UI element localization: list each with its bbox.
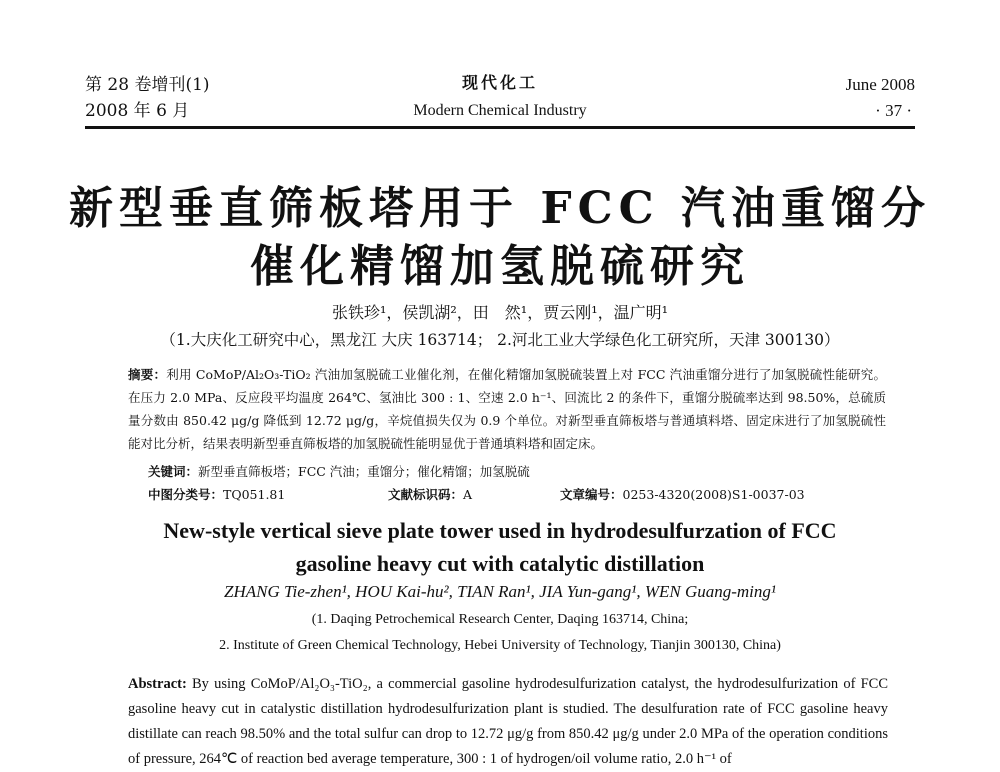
abstract-cn-text: 利用 CoMoP/Al₂O₃-TiO₂ 汽油加氢脱硫工业催化剂，在催化精馏加氢脱硫装置上对 FCC 汽油重馏分进行了加氢脱硫性能研究。在压力 2.0 MPa、反应段平均温度 264℃、氢油比 300 : 1、空速 2.0 h⁻¹、回流比 2 的条件下，重馏分脱硫率达到 98.50%，总硫质量分数由 850.42 μg/g 降低到 12.72 μg/g，辛烷值损失仅为 0.9 个单位。对新型垂直筛板塔与普通填料塔、固定床进行了加氢脱硫性能对比分析，结果表明新型垂直筛板塔的加氢脱硫性能明显优于普通填料塔和固定床。 bbox=[128, 367, 886, 451]
doc-code bbox=[388, 485, 472, 503]
title-en-line2: gasoline heavy cut with catalytic distillation bbox=[295, 551, 705, 576]
title-en-line1: New-style vertical sieve plate tower used in hydrodesulfurzation of FCC bbox=[163, 518, 837, 543]
journal-date-cn: 2008 年 6 月 bbox=[85, 101, 190, 121]
abstract-cn bbox=[128, 363, 886, 455]
clc-number bbox=[148, 485, 285, 503]
journal-name-en: Modern Chemical Industry bbox=[413, 102, 587, 119]
abstract-en-text: By using CoMoP/Al₂O₃-TiO₂, a commercial gasoline hydrodesulfurization catalyst, the hydrodesulfurization of FCC gasoline heavy cut in catalystic distillation hydrodesulfurization plant is studied. The desulfuration rate of FCC gasoline heavy distillate can reach 98.50% and the total sulfur can drop to 12.72 μg/g from 850.42 μg/g under 2.0 MPa of the operation conditions of pressure, 264℃ of reaction bed average temperature, 300 : 1 of hydrogen/oil volume ratio, 2.0 h⁻¹ of bbox=[128, 676, 889, 767]
doc-value: A bbox=[463, 487, 473, 502]
page-number: · 37 · bbox=[875, 101, 912, 120]
clc-label: 中图分类号： bbox=[148, 487, 224, 502]
affiliation-en-line2: 2. Institute of Green Chemical Technology, Hebei University of Technology, Tianjin 300130, China) bbox=[219, 638, 781, 653]
article-value: 0253-4320(2008)S1-0037-03 bbox=[622, 487, 805, 502]
article-number bbox=[560, 485, 805, 503]
authors-cn: 张铁珍¹，侯凯湖²，田 然¹，贾云刚¹，温广明¹ bbox=[331, 303, 669, 322]
title-cn-line2: 催化精馏加氢脱硫研究 bbox=[250, 241, 750, 292]
header-rule bbox=[85, 126, 915, 129]
title-cn-line1: 新型垂直筛板塔用于 FCC 汽油重馏分 bbox=[69, 183, 931, 234]
journal-volume: 第 28 卷增刊(1) bbox=[85, 75, 210, 95]
keywords-cn bbox=[148, 460, 906, 483]
affiliation-en-line1: (1. Daqing Petrochemical Research Center, Daqing 163714, China; bbox=[311, 612, 689, 627]
keywords-cn-label: 关键词： bbox=[148, 464, 199, 479]
journal-date-en: June 2008 bbox=[845, 75, 915, 94]
abstract-cn-label: 摘要： bbox=[128, 367, 167, 382]
journal-name-cn: 现代化工 bbox=[461, 73, 538, 92]
keywords-cn-text: 新型垂直筛板塔；FCC 汽油；重馏分；催化精馏；加氢脱硫 bbox=[198, 464, 530, 479]
doc-label: 文献标识码： bbox=[388, 487, 464, 502]
abstract-en bbox=[128, 672, 888, 772]
authors-en: ZHANG Tie-zhen¹, HOU Kai-hu², TIAN Ran¹, JIA Yun-gang¹, WEN Guang-ming¹ bbox=[223, 582, 776, 601]
abstract-en-label: Abstract: bbox=[128, 676, 187, 692]
affiliation-cn: （1.大庆化工研究中心，黑龙江 大庆 163714； 2.河北工业大学绿色化工研究所，天津 300130） bbox=[160, 331, 840, 349]
clc-value: TQ051.81 bbox=[223, 487, 286, 502]
article-label: 文章编号： bbox=[560, 487, 623, 502]
